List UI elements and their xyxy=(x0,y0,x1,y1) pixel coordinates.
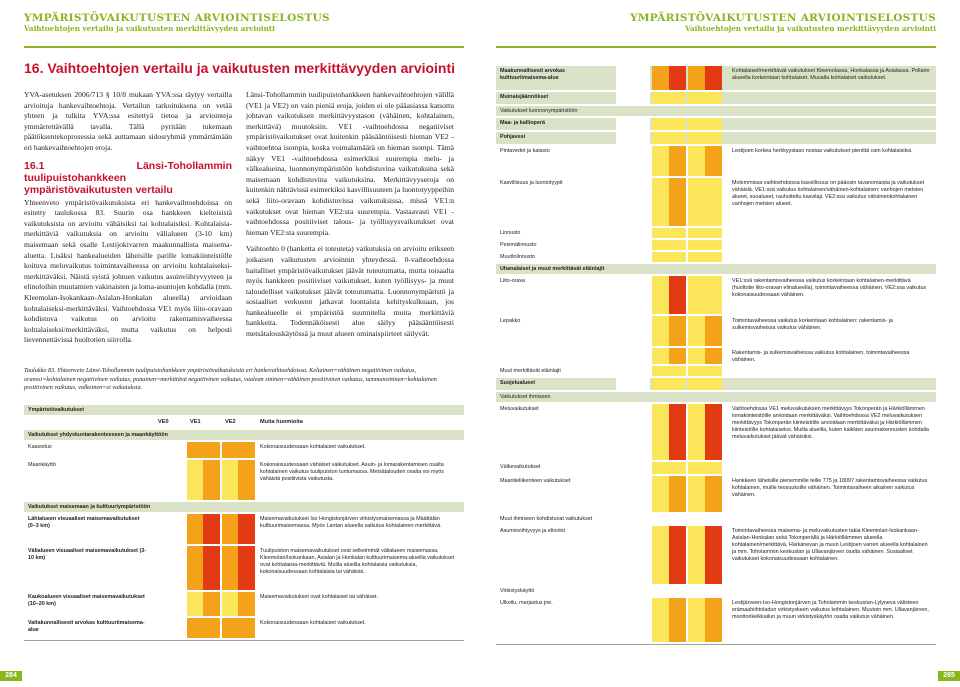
rating-ve1 xyxy=(652,366,686,376)
comparison-paragraph: Länsi-Tohollammin tuulipuistohankkeen hankevaihtoehtojen välillä (VE1 ja VE2) on vain pieniä eroja, joiden ei ole pääasiassa katsottu johtavan vaikutuksen merkittävyystason (vähäinen, kohtalainen, merkittävä) muutoksiin. VE1 -vaihtoehdossa negatiiviset ympäristövaikutukset ovat kuitenkin pääsääntöisesti hieman VE2 -vaihtoehtoa isompia, koska voimalamäärä on hieman isompi. Tämä näkyy VE1 -vaihtoehdossa esimerkiksi suurempia melu- ja välkealueina, luonnonympäristöön kohdistuvina vaikutuksina sekä maisemaan kohdistuvina vaikutuksina. Merkittävyyseroja on kuitenkin nähtävissä esimerkiksi kasvillisuuteen ja luontotyyppeihin sekä liito-oravaan kohdistuvissa vaikutuksissa, missä VE1:n vaikutukset ovat hieman VE2:sta suurempia. Vastaavasti VE1 -vaihtoehdossa positiiviset talous- ja työllisyysvaikutukset ovat hieman VE2:sta suurempia. xyxy=(246,90,454,237)
rating-ve2 xyxy=(688,252,722,262)
rating-ve2 xyxy=(688,276,722,314)
table-row xyxy=(24,592,464,616)
table-section-row xyxy=(496,392,936,402)
rating-ve1 xyxy=(187,546,203,590)
table-row xyxy=(496,586,936,596)
rating-ve2 xyxy=(688,366,722,376)
rating-ve2 xyxy=(688,118,722,130)
section-title: 16. Vaihtoehtojen vertailu ja vaikutusten merkittävyyden arviointi xyxy=(24,60,456,76)
table-row xyxy=(496,514,936,524)
rating-ve2 xyxy=(688,404,705,460)
rating-ve2 xyxy=(688,462,722,474)
rating-ve0 xyxy=(616,404,650,460)
rating-ve1-b xyxy=(203,546,220,590)
rating-ve2 xyxy=(688,348,705,364)
column-ve1: VE1 xyxy=(190,419,201,425)
row-label: Kaavoitus xyxy=(28,444,52,450)
zero-option-paragraph: Vaihtoehto 0 (hanketta ei toteuteta) vaikutuksia on arvioitu erikseen joikaisen vaikutusten arvioinnin yhteydessä. 0-vaihtoehdossa haitalliset ympäristövaikutukset jäävät toteutumatta, mutta toisaalta myös hankkeen positiiviset vaikutukset, kuten työllisyys- ja muut taloudelliset vaikutukset jäävät toteutumatta. Luonnonympäristö ja sosiaaliset verkostot jatkavat luontaista kehityskulkuaan, jos hankealueelle ei ympäristöä suunnitella muita merkittäviä hankkeita. Todennäköisesti alue säilyy pääsääntöisesti metsätalouskäytössä ja muut alueen ominaispiirteet säilyvät. xyxy=(246,244,454,339)
rating-ve0 xyxy=(616,92,650,104)
rating-ve0 xyxy=(616,526,650,584)
rating-ve2 xyxy=(688,92,722,104)
rating-ve0 xyxy=(616,146,650,176)
rating-ve1-b xyxy=(669,404,686,460)
row-label: Lähialueen visuaaliset maisemavaikutukset (0–3 km) xyxy=(28,516,140,529)
page-header-right xyxy=(630,12,936,34)
table-row xyxy=(496,348,936,364)
rating-ve0 xyxy=(616,132,650,144)
rating-ve1 xyxy=(652,316,669,346)
rating-ve1 xyxy=(652,526,669,584)
row-label: Maantieliikenteen vaikutukset xyxy=(500,478,571,484)
rating-ve0 xyxy=(152,442,185,458)
rating-ve1 xyxy=(187,514,203,544)
rating-ve1-b xyxy=(203,592,220,616)
row-label: Maa- ja kallioperä xyxy=(500,120,545,126)
row-label: Meluvaikutukset xyxy=(500,406,539,412)
rating-ve2 xyxy=(688,146,705,176)
table-row xyxy=(496,366,936,376)
row-label: Muinaisjäännökset xyxy=(500,94,549,100)
rating-ve0 xyxy=(152,592,185,616)
rating-ve2-b xyxy=(705,66,722,90)
row-label: Kasvillisuus ja luontotyypit xyxy=(500,180,563,186)
rating-ve1 xyxy=(187,460,203,500)
rating-ve1 xyxy=(652,348,669,364)
table-row xyxy=(24,442,464,458)
table-group-header: Ympäristövaikutukset xyxy=(28,407,85,413)
rating-ve0 xyxy=(616,66,650,90)
rating-ve0 xyxy=(616,366,650,376)
section-nature: Vaikutukset luonnonympäristöön xyxy=(500,108,578,114)
row-note: VE1:ssä rakentamisvaiheessa vaikutus korkeintaan kohtalainen-merkittävä (huoltotie liito-oravan elinalueella), toimintavaiheessa vähäinen. VE2:ssa vaikutus kokonaisuudessaan vähäinen. xyxy=(732,278,927,298)
table-bottom-rule xyxy=(24,640,464,641)
subsection-title: 16.1 Länsi-Tohollammin tuulipuistohankkeen ympäristövaikutusten vertailu xyxy=(24,159,232,196)
rating-ve0 xyxy=(152,546,185,590)
rating-ve2-b xyxy=(705,316,722,346)
rating-ve2-b xyxy=(238,592,255,616)
row-label: Valtakunnallisesti arvokas kulttuuriimaisema-alue xyxy=(28,620,145,633)
rating-ve2-b xyxy=(705,476,722,512)
row-label: Kaukoalueen visuaaliset maisemavaikutukset (10–20 km) xyxy=(28,594,145,607)
table-caption: Taulukko 83. Yhteenveto Länsi-Tohollammin tuulipuistohankkeen ympäristövaikutuksista eri hankevaihtoehdoissa. Keltainen=vähäinen negatiivinen vaikutus, oranssi=kohtalainen negatiivinen vaikutus, punainen=merkittävä negatiivinen vaikutus, vaalean sininen=vähäinen positiivinen vaikutus, tummansininen=kohtalainen positiivinen vaikutus, valkoinen=ei vaikutuksia. xyxy=(24,367,437,391)
rating-ve1-b xyxy=(669,348,686,364)
table-row xyxy=(24,514,464,544)
row-note: Kokonaisuudessaan kohtalaiset vaikutukset. xyxy=(260,444,366,450)
rating-ve2 xyxy=(222,514,238,544)
page-number-right: 285 xyxy=(938,671,960,681)
section-land-use: Vaikutukset yhdyskuntarakenteeseen ja maankäyttöön xyxy=(28,432,168,438)
table-row xyxy=(496,526,936,584)
rating-ve1-b xyxy=(669,276,686,314)
row-note: Toimintavaiheessa maisema- ja meluvaikutusten takia Kleemolan-Isokankaan-Asialan-Honkalan sekä Tokonperällä ja Härkiöllämmen alueella kohtalainen/merkittävä, Härkänevan ja muun Lestijoen varren alueella kohtalainen ja mm. Toholammin keskustan ja Ullavanjärven osalta vähäinen. Sosiaaliset vaikutukset kokonaisuudessaan kohtalainen. xyxy=(732,528,928,562)
rating-ve0 xyxy=(616,276,650,314)
rating-ve1 xyxy=(187,442,220,458)
rating-ve1-b xyxy=(669,526,686,584)
rating-ve0 xyxy=(616,178,650,226)
rating-ve2 xyxy=(222,546,238,590)
section-species: Uhanalaiset ja muut merkittävät eläinlajit xyxy=(500,266,605,272)
row-label: Ulkoilu, marjastus jne. xyxy=(500,600,553,606)
row-note: Kokonaisuudessaan vähäiset vaikutukset. Asuin- ja lomarakentamisen osalta kohtalainen vaikutus tuulipuiston tuntumassa. Metsätalouden osalta voi myös vähäistä positiivista vaikutusta. xyxy=(260,462,444,482)
rating-ve1 xyxy=(652,462,686,474)
rating-ve0 xyxy=(616,240,650,250)
rating-ve0 xyxy=(616,462,650,474)
table-row xyxy=(496,228,936,238)
rating-ve2-b xyxy=(705,348,722,364)
table-row xyxy=(496,240,936,250)
page-header-left xyxy=(24,12,330,34)
rating-ve1-b xyxy=(203,514,220,544)
row-note: Maisemavaikutukset ovat kohtalaiset tai vähäiset. xyxy=(260,594,379,600)
rating-ve2-b xyxy=(238,460,255,500)
table-row xyxy=(496,252,936,262)
rating-ve0 xyxy=(616,316,650,346)
rating-ve0 xyxy=(152,618,185,638)
row-label: Muuttolinnusto xyxy=(500,254,536,260)
rating-ve2-b xyxy=(705,598,722,642)
row-label: Muut ihmiseen kohdistuvat vaikutukset xyxy=(500,516,593,522)
rating-ve2 xyxy=(688,132,722,144)
rating-ve0 xyxy=(616,348,650,364)
row-note: Lestijoen korkea herkkyystaso nostaa vaikutukset pienittä osin kohtalaisiksi. xyxy=(732,148,913,154)
rating-ve2 xyxy=(688,66,705,90)
row-note: Kohtalaiset/merkittävät vaikutukset Kleemolassa, Honkalassa ja Asialassa. Pollarin alueella korkeintaan kohtalaiset. Muualla kohtalaiset vaikutukset. xyxy=(732,68,930,81)
table-row xyxy=(496,316,936,346)
table-row xyxy=(496,276,936,314)
row-note: Rakentamis- ja sulkemisvaiheissa vaikutus kohtalainen, toimintavaiheessa vähäinen. xyxy=(732,350,910,363)
rating-ve1 xyxy=(652,276,669,314)
rating-ve2 xyxy=(222,618,255,638)
rating-ve1 xyxy=(652,240,686,250)
row-label: Muut merkittävät eläinlajit xyxy=(500,368,561,374)
table-row xyxy=(496,462,936,474)
rating-ve2 xyxy=(688,178,722,226)
rating-ve0 xyxy=(152,514,185,544)
table-row xyxy=(496,178,936,226)
table-row xyxy=(496,476,936,512)
row-label: Välkevaikutukset xyxy=(500,464,541,470)
table-row xyxy=(24,618,464,638)
table-row xyxy=(24,546,464,590)
table-row xyxy=(496,132,936,144)
rating-ve0 xyxy=(616,378,650,390)
rating-ve2-b xyxy=(705,146,722,176)
column-ve0: VE0 xyxy=(158,419,169,425)
row-note: Hankkeen läheisille pienemmille teille 775 ja 18097 rakentamisvaiheessa vaikutus kohtalainen, muille teosuuksille vähäinen. Toimintavaiheen aikainen vaikutus vähäinen. xyxy=(732,478,928,498)
rating-ve1-b xyxy=(203,460,220,500)
rating-ve1 xyxy=(652,146,669,176)
row-note: Kokonaisuudessaan kohtalaiset vaikutukset. xyxy=(260,620,366,626)
rating-ve2-b xyxy=(705,526,722,584)
rating-ve1 xyxy=(652,404,669,460)
rating-ve1-b xyxy=(669,146,686,176)
row-label: Maakunnallisesti arvokas kulttuuriimaisema-alue xyxy=(500,68,566,81)
text-column-left xyxy=(24,90,232,352)
text-column-right xyxy=(246,90,454,346)
row-label: Pohjavesi xyxy=(500,134,526,140)
rating-ve1 xyxy=(652,476,669,512)
rating-ve1-b xyxy=(669,476,686,512)
rating-ve1-b xyxy=(669,316,686,346)
impact-table-left xyxy=(24,405,464,677)
rating-ve1 xyxy=(187,592,203,616)
column-ve2: VE2 xyxy=(225,419,236,425)
rating-ve1 xyxy=(652,598,669,642)
row-note: Tuulipuiston maisemavaikutukset ovat selkeimmät välialueen maisemassa. Kleemolan/Isokankaan, Asialan ja Honkalan kulttuurimaisema-alueilla vaikutukset ovat kohtalaisia-merkittäviä. Muilla alueilla kohtalaisia vaikutuksia, kokonaisuudessaan kohtalaisia tai vähäisiä. xyxy=(260,548,455,575)
rating-ve2-b xyxy=(238,514,255,544)
row-note: Maisemavaikutukset Iso Hongistonjärven virkistysmaisemassa ja Määttälän kulttuurimaisemassa. Myös Lantan alueella vaikutus kohtalainen-merkittävä. xyxy=(260,516,442,529)
row-label: Pintavedet ja kalasto xyxy=(500,148,550,154)
table-section-row xyxy=(496,264,936,274)
row-label: Virkistyskäyttö xyxy=(500,588,535,594)
rating-ve1 xyxy=(652,118,686,130)
rating-ve1 xyxy=(652,228,686,238)
rating-ve0 xyxy=(616,476,650,512)
row-note: Molemmissa vaihtoehdoissa kasvillisuus on pääosin tavanomaista ja vaikutukset vähäisiä. VE1:ssä vaikutus kohtalainen/vähäinen-kohtalainen: vanhojen metsien alueet, suoalueet, rauhoitettu kasvilaji. VE2:ssa vaikutus vähäinenkohtalainen vanhojen metsien alueet. xyxy=(732,180,925,207)
rating-ve1 xyxy=(652,378,686,390)
table-row xyxy=(496,92,936,104)
row-label: Asumisviihtyvyys ja elinolot xyxy=(500,528,566,534)
rating-ve0 xyxy=(616,228,650,238)
rating-ve2 xyxy=(688,526,705,584)
intro-paragraph: YVA-asetuksen 2006/713 § 10/8 mukaan YVA:ssa täytyy vertailla arvioituja hankevaihtoehtoja. Vertailun tarkoituksena on vetää yhteen ja tulkita YVA:ssa esitettyä tietoa ja arviointeja ymmärrettävällä tavalla. Tällä pyritään tukemaan päätöksentekoprosessia sekä auttamaan sidosryhmiä ymmärtämään eri hankevaihtoehtojen eroja. xyxy=(24,90,232,152)
table-row xyxy=(496,378,936,390)
table-row xyxy=(496,118,936,130)
rating-ve1-b xyxy=(669,66,686,90)
section-landscape: Vaikutukset maisemaan ja kulttuuriympäristöön xyxy=(28,504,151,510)
column-header-row xyxy=(24,417,464,427)
rating-ve1-b xyxy=(669,178,686,226)
header-rule-left xyxy=(24,46,464,48)
rating-ve1 xyxy=(652,252,686,262)
row-label: Suojelualueet xyxy=(500,380,536,386)
table-bottom-rule xyxy=(496,644,936,645)
section-people: Vaikutukset ihmiseen xyxy=(500,394,551,400)
table-header-row xyxy=(24,405,464,415)
row-note: Lestijärveen-Iso-Hongistonjärven ja Toholammin keskustan-Lylyneva välisteen erämaahiihtoladun virkistyskeen vaikutus kohtalainen. Muutoin mm. Ullavanjärven, moottorikelkkailun ja muun virkistyskäytön osalta vaikutus vähäinen. xyxy=(732,600,929,620)
rating-ve2 xyxy=(688,598,705,642)
table-row xyxy=(24,460,464,500)
table-row xyxy=(496,146,936,176)
document-title-right: YMPÄRISTÖVAIKUTUSTEN ARVIOINTISELOSTUS xyxy=(630,12,936,24)
rating-ve2 xyxy=(222,592,238,616)
row-label: Välialueen visuaaliset maisemavaikutukset (3-10 km) xyxy=(28,548,147,561)
rating-ve2 xyxy=(688,228,722,238)
rating-ve2 xyxy=(688,378,722,390)
table-section-row xyxy=(24,430,464,440)
row-label: Linnusto xyxy=(500,230,521,236)
row-label: Liito-orava xyxy=(500,278,526,284)
document-subtitle-right: Vaihtoehtojen vertailu ja vaikutusten merkittävyyden arviointi xyxy=(685,24,936,33)
row-label: Pesimälinnusto xyxy=(500,242,537,248)
table-row xyxy=(496,66,936,90)
rating-ve0 xyxy=(152,460,185,500)
rating-ve2 xyxy=(222,460,238,500)
subsection-paragraph: Yhteenveto ympäristövaikutuksista eri hankevaihtoehdoissa on esitetty taulukossa 83. Suurin osa hankkeen kielteisistä vaikutuksista on arvioitu vähäisiksi tai kohtalaisiksi. Kohtalaisia-merkittäviä vaikutuksia on arvioitu välialueen (3-10 km) maisemaan sekä osalle Lestijokivarren maakunnallista maisema-aluetta. Lisäksi hankealueiden läheisille parille lomakiinteistölle koituva meluvaikutus toimintavaiheessa on arvioitu kohtalaiseksi-merkittäväksi. Näistä syistä johtuen vaikutus asuinviihtyvyyteen ja elinoloihin muutamien vakinaisten ja loma-asuntojen kohdalla (mm. Kleemolan-Isokankaan-Asialan-Honkalan alueella) arvioidaan kohtalaiseksi-merkittäväksi. Vaihtoehdossa VE1 myös liito-oravaan kohdistuva vaikutus on arvioitu rakentamisvaiheessa kohtalaiseksi/merkittäväksi, mutta vaikutus on helposti lievennettävissä huoltotien siirrolla. xyxy=(24,197,232,345)
rating-ve0 xyxy=(616,598,650,642)
rating-ve2 xyxy=(688,476,705,512)
table-section-row xyxy=(496,106,936,116)
page-number-left: 284 xyxy=(0,671,22,681)
rating-ve2 xyxy=(688,316,705,346)
table-section-row xyxy=(24,502,464,512)
rating-ve1 xyxy=(652,66,669,90)
rating-ve1 xyxy=(187,618,220,638)
rating-ve0 xyxy=(616,252,650,262)
header-rule-right xyxy=(496,46,936,48)
rating-ve1 xyxy=(652,178,669,226)
table-row xyxy=(496,404,936,460)
column-notes: Muita huomioita xyxy=(260,419,303,425)
rating-ve2 xyxy=(222,442,255,458)
row-label: Maankäyttö xyxy=(28,462,56,468)
rating-ve1-b xyxy=(669,598,686,642)
rating-ve1 xyxy=(652,132,686,144)
rating-ve2-b xyxy=(705,404,722,460)
rating-ve2 xyxy=(688,240,722,250)
impact-table-right xyxy=(496,66,936,666)
row-note: Vaihtoehdossa VE1 meluvaikutuksen merkittävyys Tokonperän ja Härkiöllämmen lomakiinteistöille arvioidaan merkittäväksi. Vaihtoehdossa VE2 meluvaikutuksen merkittävyys Tokonperän kiinteistölle arvioidaan merkittäväksi ja Härkiöllämmen kiinteistölle kohtalaiseksi. Muilla alueilla, kuten kaikkien asuinrakennusten kohdalla meluvaikutukset jäävät vähäisiksi. xyxy=(732,406,929,440)
document-subtitle: Vaihtoehtojen vertailu ja vaikutusten merkittävyyden arviointi xyxy=(24,24,275,33)
row-label: Lepakko xyxy=(500,318,521,324)
rating-ve1 xyxy=(652,92,686,104)
document-title: YMPÄRISTÖVAIKUTUSTEN ARVIOINTISELOSTUS xyxy=(24,12,330,24)
rating-ve0 xyxy=(616,118,650,130)
row-note: Toimintavaiheessa vaikutus korkeintaan kohtalainen: rakentamis- ja sulkemisvaiheissa vaikutus vähäinen. xyxy=(732,318,893,331)
table-row xyxy=(496,598,936,642)
rating-ve2-b xyxy=(238,546,255,590)
